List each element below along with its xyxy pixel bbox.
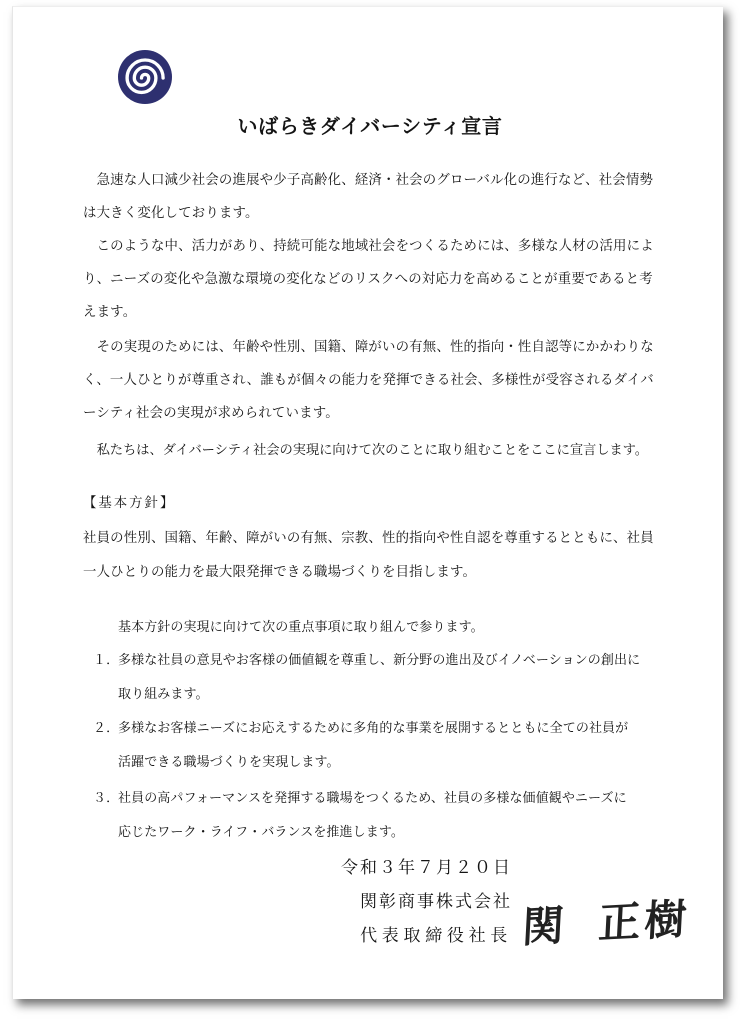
item-number: ３． xyxy=(93,791,120,806)
text-line: 社員の性別、国籍、年齢、障がいの有無、宗教、性的指向や性自認を尊重するとともに、社員 xyxy=(83,531,654,546)
text-line: えます。 xyxy=(83,305,137,320)
text-line: 多様な社員の意見やお客様の価値観を尊重し、新分野の進出及びイノベーションの創出に xyxy=(118,653,641,668)
handwritten-signature: 関 正樹 xyxy=(520,894,692,953)
text-line: 取り組みます。 xyxy=(118,686,209,702)
text-line: 急速な人口減少社会の進展や少子高齢化、経済・社会のグローバル化の進行など、社会情勢 xyxy=(96,173,654,188)
preamble-paragraph-4 xyxy=(83,434,648,467)
text-line: 一人ひとりの能力を最大限発揮できる職場づくりを目指します。 xyxy=(83,565,477,580)
preamble-paragraph-2 xyxy=(83,230,654,329)
item-text xyxy=(118,644,640,711)
basic-policy-heading: 【基本方針】 xyxy=(83,496,176,511)
text-line: このような中、活力があり、持続可能な地域社会をつくるためには、多様な人材の活用によ xyxy=(96,239,654,254)
text-line: 多様なお客様ニーズにお応えするために多角的な事業を展開するとともに全ての社員が xyxy=(118,721,629,736)
priorities-intro: 基本方針の実現に向けて次の重点事項に取り組んで参ります。 xyxy=(118,620,484,635)
item-text xyxy=(118,782,627,849)
text-line: ーシティ社会の実現が求められています。 xyxy=(83,406,339,421)
item-text xyxy=(118,712,628,779)
spiral-logo-icon xyxy=(117,49,173,105)
company-name: 関彰商事株式会社 xyxy=(360,892,512,912)
text-line: 応じたワーク・ライフ・バランスを推進します。 xyxy=(118,824,404,840)
document-title: いばらきダイバーシティ宣言 xyxy=(237,114,503,138)
basic-policy-body xyxy=(83,522,654,590)
text-line: く、一人ひとりが尊重され、誰もが個々の能力を発揮できる社会、多様性が受容されるダイバ xyxy=(83,373,654,388)
priority-item-3 xyxy=(93,782,627,849)
preamble-paragraph-1 xyxy=(83,164,653,230)
issue-date: 令和３年７月２０日 xyxy=(341,858,512,878)
priority-item-1 xyxy=(93,644,640,711)
text-line: 私たちは、ダイバーシティ社会の実現に向けて次のことに取り組むことをここに宣言します。 xyxy=(96,443,648,458)
text-line: は大きく変化しております。 xyxy=(83,206,259,221)
item-number: ２． xyxy=(93,721,120,736)
text-line: 活躍できる職場づくりを実現します。 xyxy=(118,754,340,770)
text-line: り、ニーズの変化や急激な環境の変化などのリスクへの対応力を高めることが重要であると考 xyxy=(83,272,653,287)
priority-item-2 xyxy=(93,712,628,779)
text-line: その実現のためには、年齢や性別、国籍、障がいの有無、性的指向・性自認等にかかわりな xyxy=(96,340,654,355)
item-number: １． xyxy=(93,653,120,668)
signer-position: 代表取締役社長 xyxy=(360,926,512,946)
text-line: 社員の高パフォーマンスを発揮する職場をつくるため、社員の多様な価値観やニーズに xyxy=(118,791,627,806)
signature-block xyxy=(341,851,512,953)
preamble-paragraph-3 xyxy=(83,331,654,430)
